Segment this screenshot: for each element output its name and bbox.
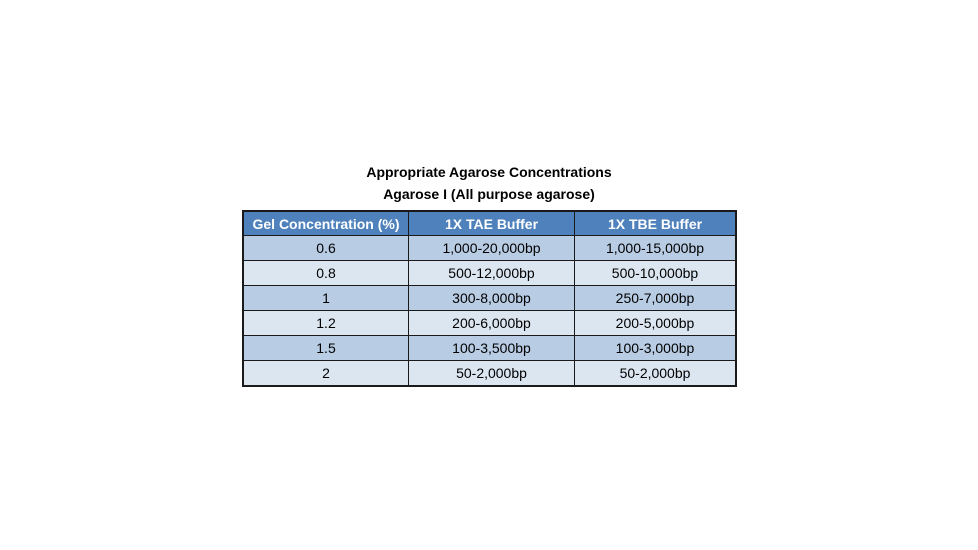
cell-tbe: 250-7,000bp [575,286,737,311]
header-tbe-buffer: 1X TBE Buffer [575,211,737,236]
cell-tae: 1,000-20,000bp [409,236,575,261]
table-row [243,311,736,336]
cell-concentration: 1.5 [243,336,409,361]
cell-tae: 500-12,000bp [409,261,575,286]
table-row [243,261,736,286]
cell-concentration: 1 [243,286,409,311]
cell-tbe: 100-3,000bp [575,336,737,361]
table-row [243,336,736,361]
cell-concentration: 2 [243,361,409,387]
header-tae-buffer: 1X TAE Buffer [409,211,575,236]
table-row [243,236,736,261]
cell-concentration: 0.6 [243,236,409,261]
cell-tae: 50-2,000bp [409,361,575,387]
table-row [243,361,736,387]
table-header-row [243,211,736,236]
header-gel-concentration: Gel Concentration (%) [243,211,409,236]
cell-tae: 300-8,000bp [409,286,575,311]
agarose-table [242,210,737,387]
cell-tbe: 500-10,000bp [575,261,737,286]
cell-tae: 200-6,000bp [409,311,575,336]
cell-tbe: 1,000-15,000bp [575,236,737,261]
cell-concentration: 0.8 [243,261,409,286]
cell-tbe: 50-2,000bp [575,361,737,387]
cell-tbe: 200-5,000bp [575,311,737,336]
page-title: Appropriate Agarose Concentrations [366,164,612,180]
cell-concentration: 1.2 [243,311,409,336]
cell-tae: 100-3,500bp [409,336,575,361]
page-subtitle: Agarose I (All purpose agarose) [383,186,595,202]
table-row [243,286,736,311]
